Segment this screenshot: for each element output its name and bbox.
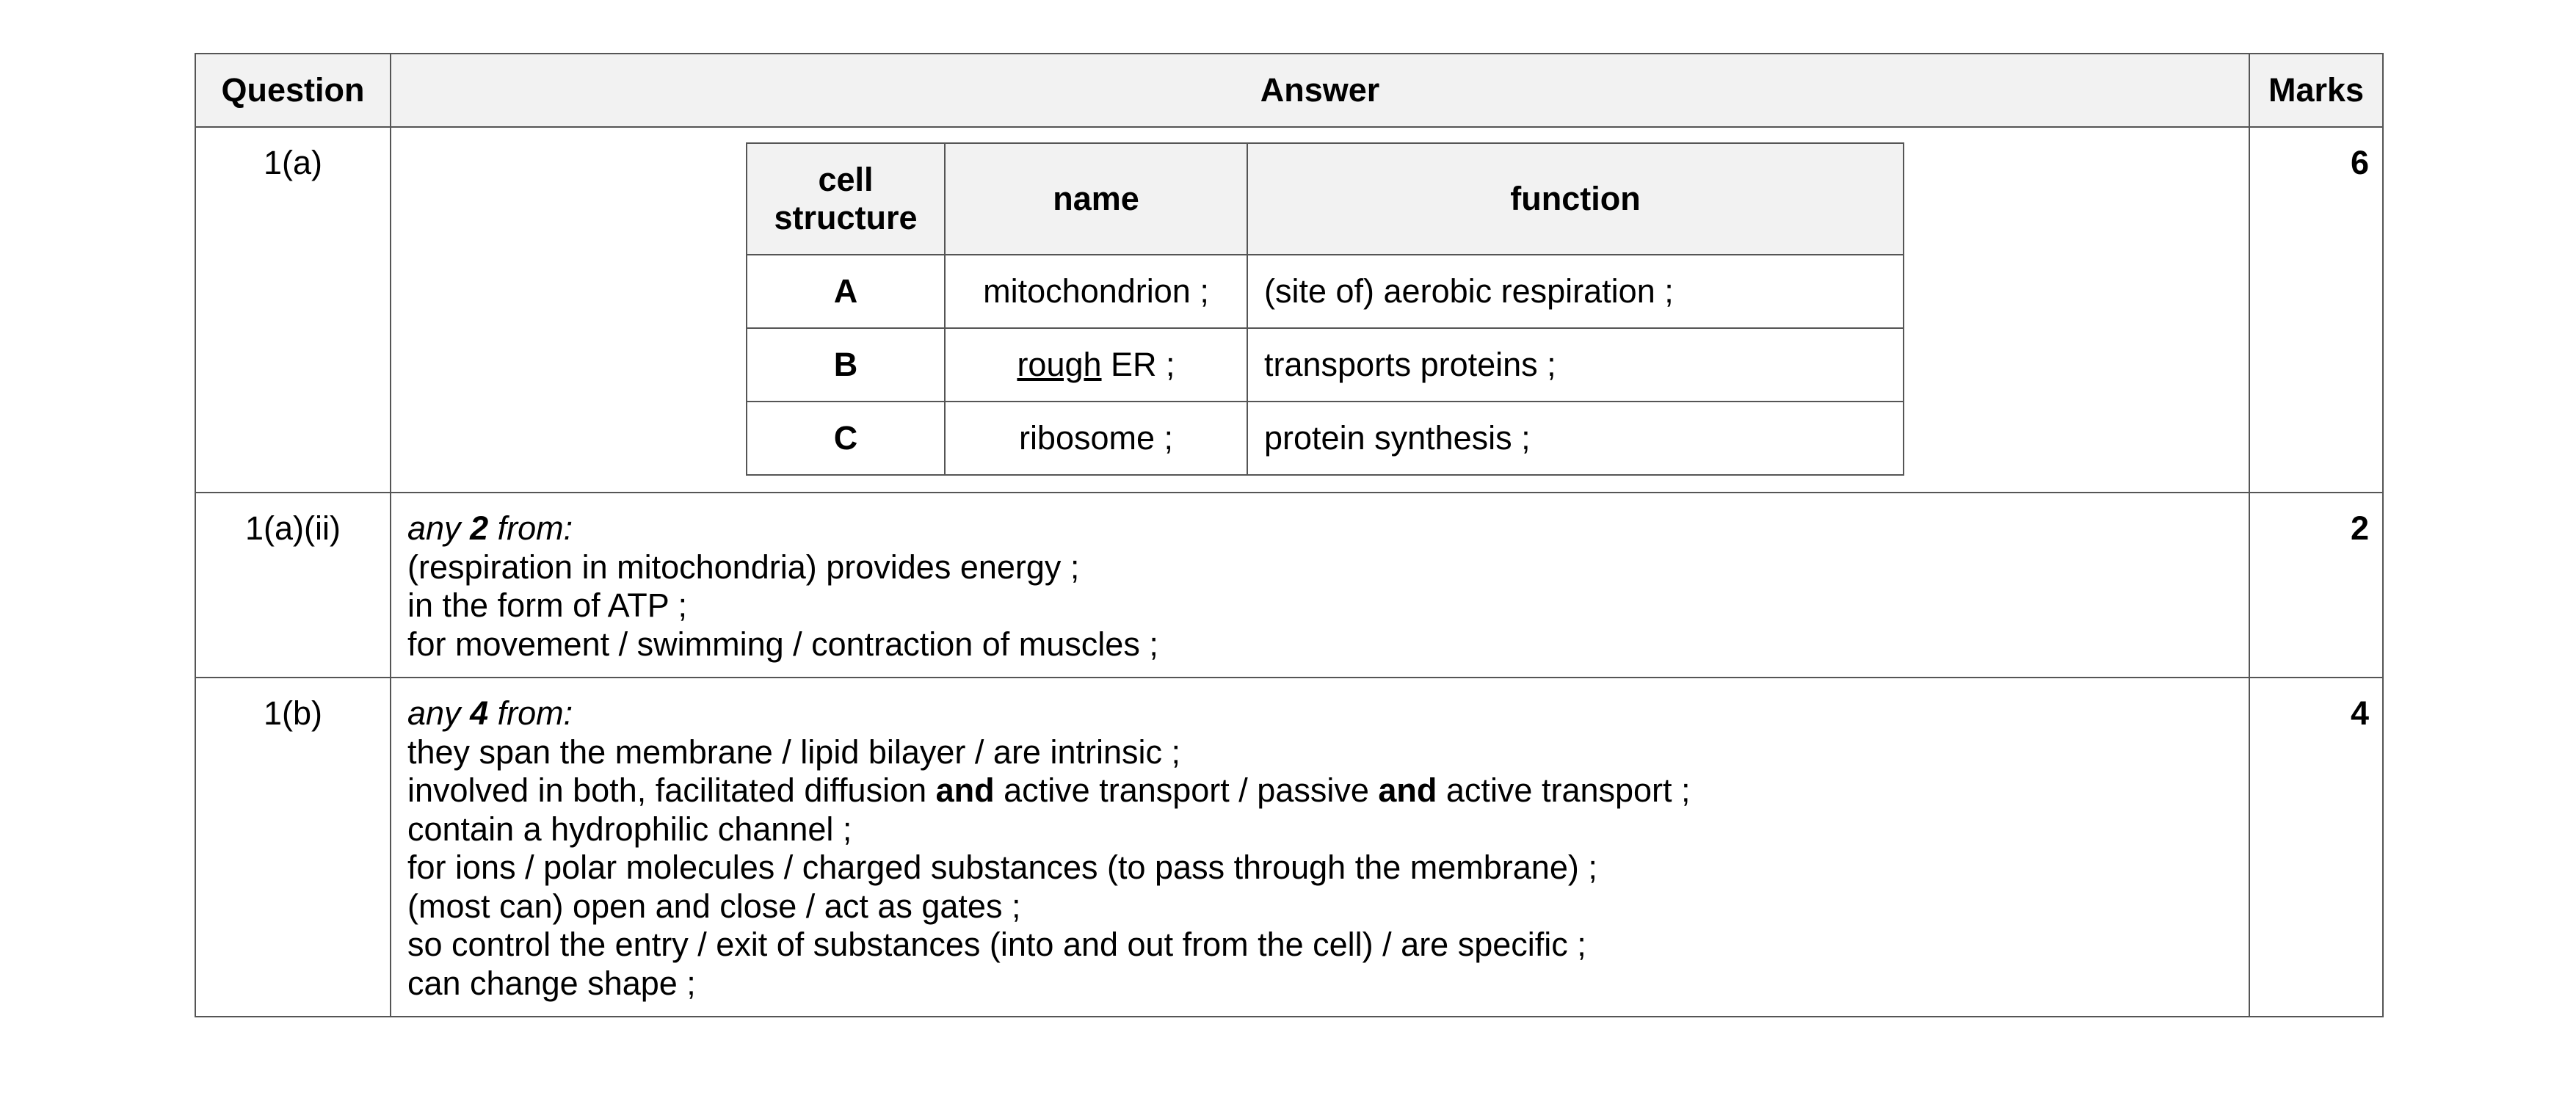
- inner-header-row: [747, 143, 1904, 255]
- answer-line: so control the entry / exit of substances (into and out from the cell) / are specific ;: [407, 926, 1586, 963]
- question-number: 1(b): [195, 678, 391, 1017]
- marks-header: Marks: [2249, 54, 2383, 127]
- answer-line: in the form of ATP ;: [407, 587, 688, 624]
- bold-and: and: [935, 771, 995, 809]
- structure-function: protein synthesis ;: [1247, 402, 1904, 475]
- answer-line: (most can) open and close / act as gates ;: [407, 887, 1021, 925]
- answer-cell: [391, 127, 2249, 493]
- intro-count: 4: [470, 694, 489, 732]
- marks-value: 2: [2249, 493, 2383, 678]
- intro-text: any: [407, 694, 471, 732]
- answer-line: they span the membrane / lipid bilayer / are intrinsic ;: [407, 733, 1180, 771]
- structure-name: [945, 328, 1247, 402]
- table-row: [747, 328, 1904, 402]
- structure-function: transports proteins ;: [1247, 328, 1904, 402]
- intro-text: any: [407, 509, 471, 547]
- intro-count: 2: [470, 509, 489, 547]
- answer-intro: [407, 694, 2232, 733]
- question-number: 1(a): [195, 127, 391, 493]
- function-header: function: [1247, 143, 1904, 255]
- table-row: [747, 255, 1904, 328]
- answer-header: Answer: [391, 54, 2249, 127]
- question-header: Question: [195, 54, 391, 127]
- table-row: [195, 493, 2383, 678]
- structure-name-rest: ER ;: [1101, 346, 1175, 383]
- answer-cell: [391, 678, 2249, 1017]
- answer-line: can change shape ;: [407, 964, 696, 1002]
- structure-label: A: [747, 255, 945, 328]
- answer-line: [407, 771, 2232, 810]
- answer-line: for movement / swimming / contraction of muscles ;: [407, 625, 1158, 663]
- answer-intro: [407, 509, 2232, 548]
- structure-label: B: [747, 328, 945, 402]
- cell-structure-header-line1: cell: [818, 161, 874, 198]
- structure-label: C: [747, 402, 945, 475]
- answer-line-part: active transport ;: [1437, 771, 1691, 809]
- intro-text: from:: [488, 509, 573, 547]
- answer-line: contain a hydrophilic channel ;: [407, 810, 852, 848]
- structure-name: mitochondrion ;: [945, 255, 1247, 328]
- answer-line-part: involved in both, facilitated diffusion: [407, 771, 936, 809]
- answer-cell: [391, 493, 2249, 678]
- table-row: [747, 402, 1904, 475]
- intro-text: from:: [488, 694, 573, 732]
- cell-structure-table: [746, 142, 1904, 476]
- structure-name: ribosome ;: [945, 402, 1247, 475]
- bold-and: and: [1378, 771, 1437, 809]
- table-row: [195, 127, 2383, 493]
- structure-function: (site of) aerobic respiration ;: [1247, 255, 1904, 328]
- question-number: 1(a)(ii): [195, 493, 391, 678]
- name-header: name: [945, 143, 1247, 255]
- marks-value: 4: [2249, 678, 2383, 1017]
- cell-structure-header-line2: structure: [774, 199, 918, 236]
- table-row: [195, 678, 2383, 1017]
- mark-scheme-table: [195, 53, 2384, 1017]
- underlined-keyword: rough: [1017, 346, 1102, 383]
- cell-structure-header: [747, 143, 945, 255]
- header-row: [195, 54, 2383, 127]
- answer-line: (respiration in mitochondria) provides energy ;: [407, 548, 1080, 586]
- answer-line: for ions / polar molecules / charged substances (to pass through the membrane) ;: [407, 849, 1597, 886]
- answer-line-part: active transport / passive: [994, 771, 1379, 809]
- marks-value: 6: [2249, 127, 2383, 493]
